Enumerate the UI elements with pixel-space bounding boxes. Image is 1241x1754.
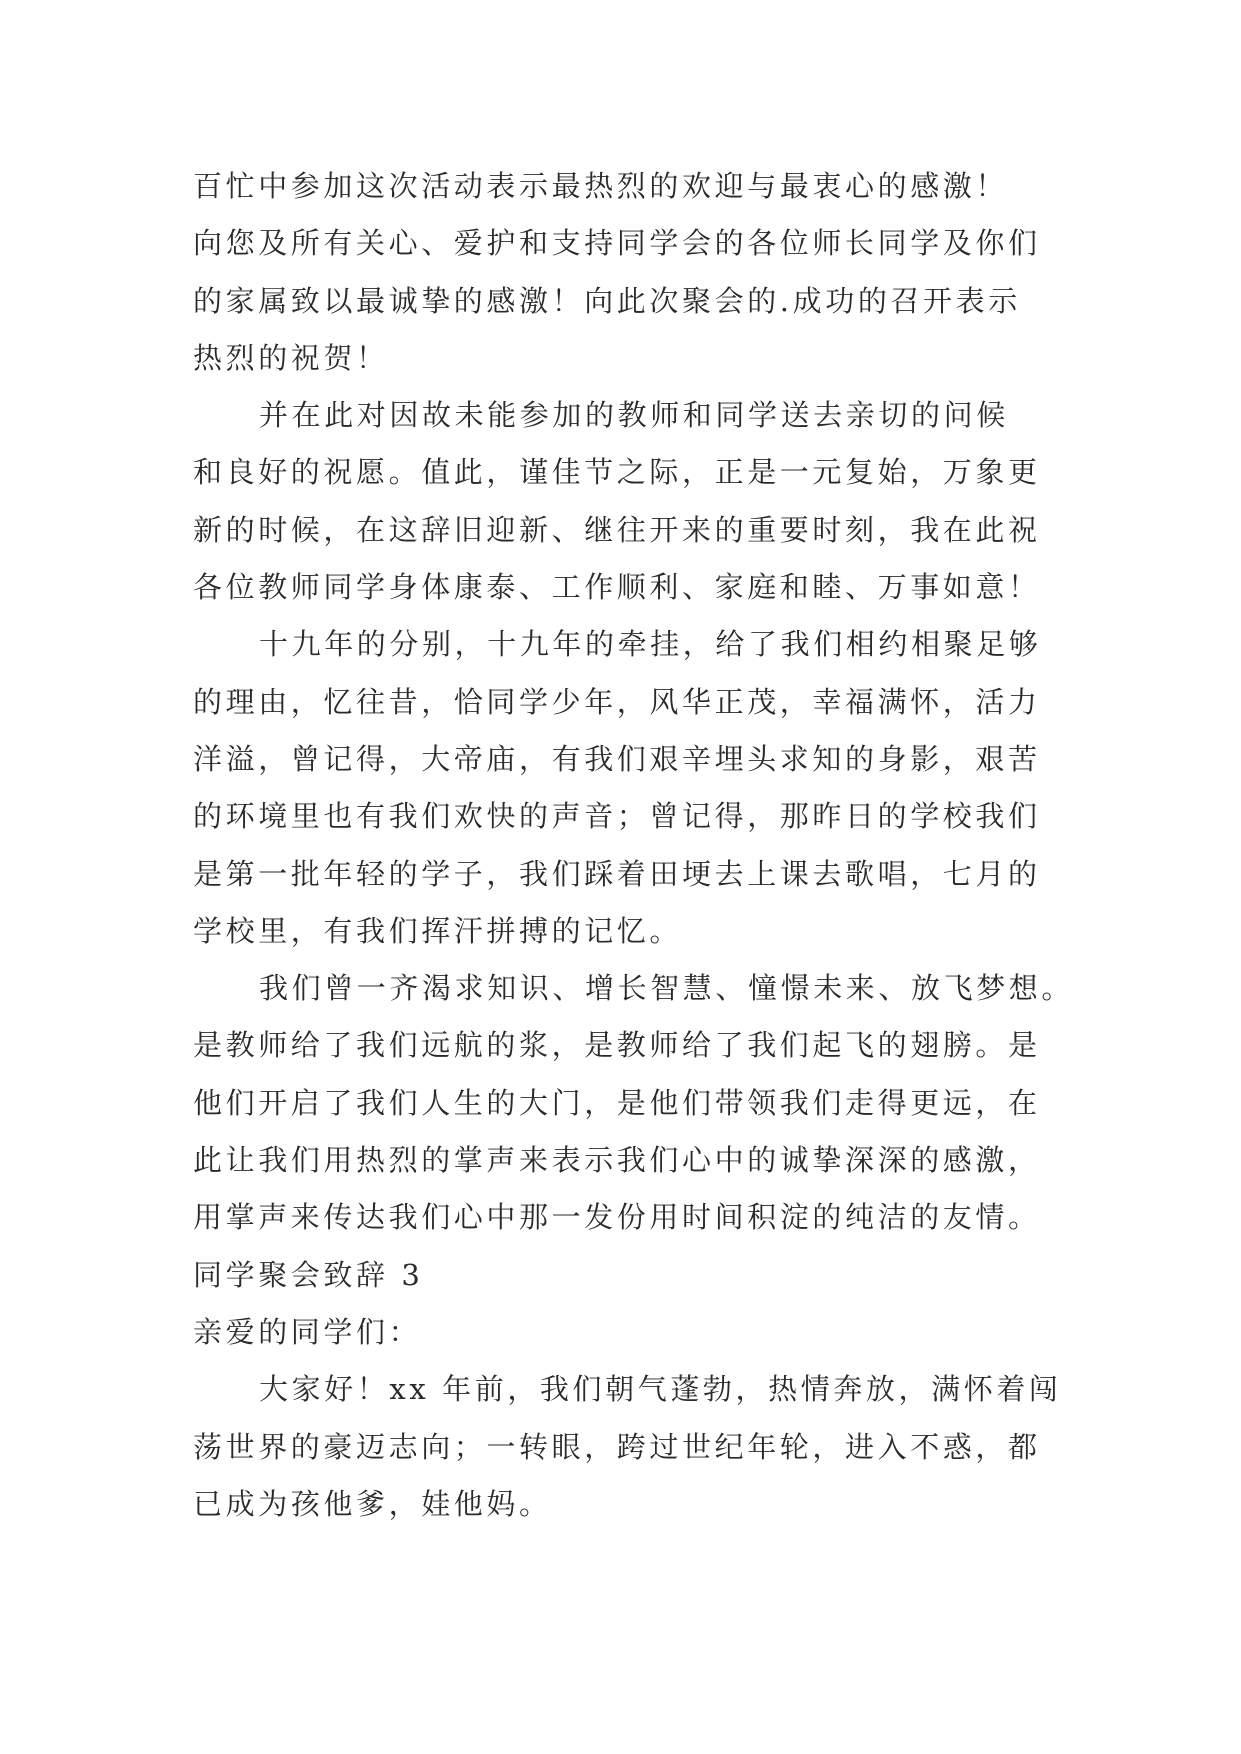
text-line: 洋溢，曾记得，大帝庙，有我们艰辛埋头求知的身影，艰苦 <box>193 741 1041 776</box>
text-line: 用掌声来传达我们心中那一发份用时间积淀的纯洁的友情。 <box>193 1200 1041 1235</box>
text-line: 已成为孩他爹，娃他妈。 <box>193 1486 552 1521</box>
text-line: 并在此对因故未能参加的教师和同学送去亲切的问候 <box>259 398 1009 433</box>
text-line: 是第一批年轻的学子，我们踩着田埂去上课去歌唱，七月的 <box>193 856 1041 891</box>
paragraph-greetings <box>193 387 1073 616</box>
text-line: 向您及所有关心、爱护和支持同学会的各位师长同学及你们 <box>193 226 1041 261</box>
text-line: 他们开启了我们人生的大门，是他们带领我们走得更远，在 <box>193 1085 1041 1120</box>
paragraph-teachers <box>193 960 1073 1246</box>
text-line: 各位教师同学身体康泰、工作顺利、家庭和睦、万事如意！ <box>193 570 1041 605</box>
text-line: 的理由，忆往昔，恰同学少年，风华正茂，幸福满怀，活力 <box>193 684 1041 719</box>
text-line: 热烈的祝贺！ <box>193 340 389 375</box>
text-line: 新的时候，在这辞旧迎新、继往开来的重要时刻，我在此祝 <box>193 512 1041 547</box>
text-line: 我们曾一齐渴求知识、增长智慧、憧憬未来、放飞梦想。 <box>259 971 1075 1006</box>
text-line: 的环境里也有我们欢快的声音；曾记得，那昨日的学校我们 <box>193 799 1041 834</box>
text-line: 十九年的分别，十九年的牵挂，给了我们相约相聚足够 <box>259 627 1042 662</box>
text-line: 是教师给了我们远航的浆，是教师给了我们起飞的翅膀。是 <box>193 1028 1041 1063</box>
text-line: 学校里，有我们挥汗拼搏的记忆。 <box>193 913 683 948</box>
text-line: 此让我们用热烈的掌声来表示我们心中的诚挚深深的感激， <box>193 1143 1041 1178</box>
text-line: 百忙中参加这次活动表示最热烈的欢迎与最衷心的感激！ <box>193 169 1009 203</box>
paragraph-opening <box>193 1361 1073 1533</box>
salutation: 亲爱的同学们： <box>193 1314 422 1349</box>
text-line: 荡世界的豪迈志向；一转眼，跨过世纪年轮，进入不惑，都 <box>193 1429 1041 1464</box>
text-line: 的家属致以最诚挚的感激！向此次聚会的.成功的召开表示 <box>193 283 1021 318</box>
document-body <box>193 158 1073 1533</box>
text-line: 和良好的祝愿。值此，谨佳节之际，正是一元复始，万象更 <box>193 455 1041 490</box>
paragraph-memories <box>193 616 1073 960</box>
paragraph-thanks <box>193 158 1073 387</box>
text-line: 大家好！xx 年前，我们朝气蓬勃，热情奔放，满怀着闯 <box>259 1372 1062 1407</box>
section-title: 同学聚会致辞 3 <box>193 1257 424 1292</box>
